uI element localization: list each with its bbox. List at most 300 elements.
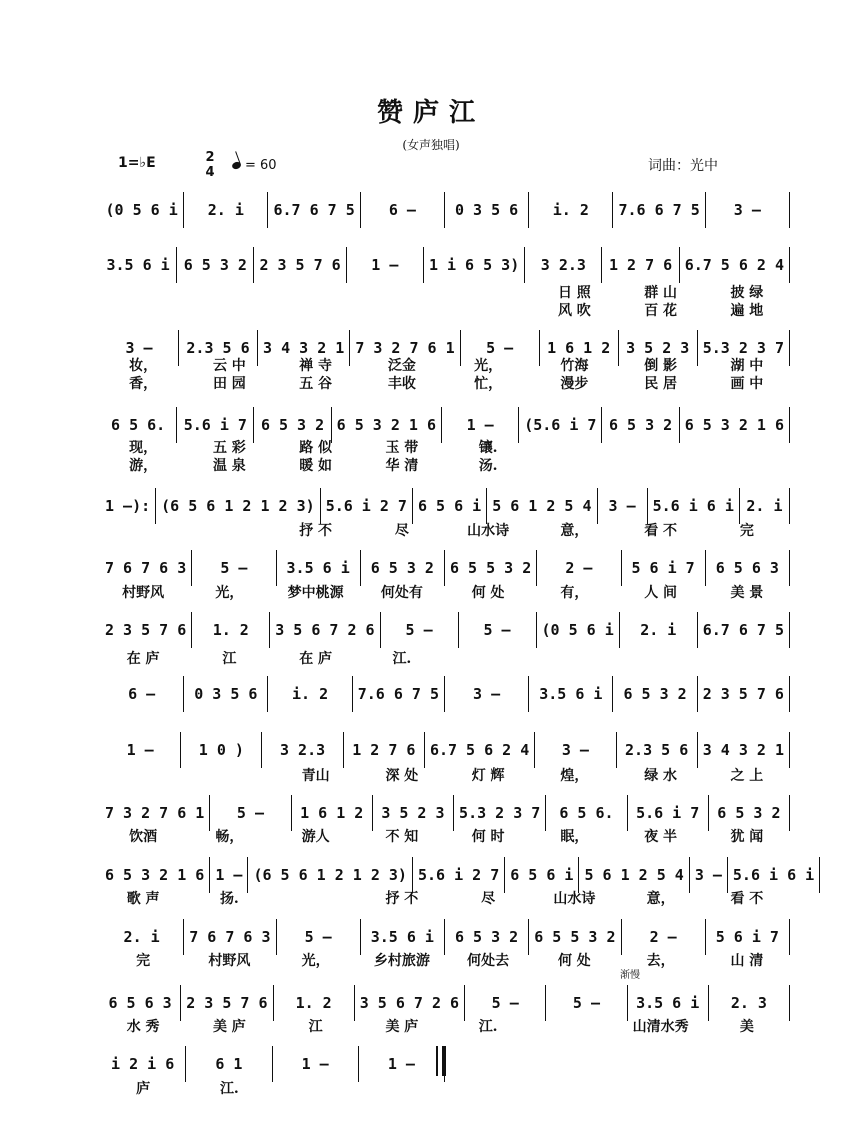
measure-notes: 3 5 2 3 — [381, 804, 445, 822]
measure — [347, 247, 424, 283]
measure-notes: 0 3 5 6 — [454, 201, 519, 219]
measure — [100, 612, 192, 648]
measure-notes: 6 1 — [215, 1055, 243, 1073]
measure-notes: 3 – — [608, 497, 636, 515]
lyric-segment: 意， — [560, 523, 589, 539]
lyric-segment: 山水诗 — [467, 523, 510, 539]
measure-notes: 5.6 i 6 i — [732, 866, 815, 884]
notes-row — [100, 192, 790, 228]
measure — [381, 612, 459, 648]
measure — [680, 247, 790, 283]
lyric-segment: 暖 如 — [299, 458, 333, 474]
measure-notes: 6 – — [128, 685, 156, 703]
measure-notes: 7 3 2 7 6 1 — [355, 339, 455, 357]
lyric-segment: 抒 不 — [299, 523, 333, 539]
measure-notes: 6 5 6. — [559, 804, 614, 822]
measure-notes: 5.6 i 2 7 — [417, 866, 500, 884]
measure-notes: 1 2 7 6 — [352, 741, 416, 759]
lyric-segment — [704, 648, 790, 666]
lyric-segment: 倒 影 — [644, 358, 678, 374]
measure-notes: 5.3 2 3 7 — [459, 804, 541, 822]
lyrics-line — [100, 300, 790, 318]
measure-notes: 3 – — [733, 201, 761, 219]
measure-notes: 6 5 3 2 — [623, 685, 687, 703]
measure-notes: (6 5 6 1 2 1 2 3) — [253, 866, 407, 884]
lyrics-line — [100, 455, 790, 473]
notes-row — [100, 676, 790, 712]
measure — [254, 247, 346, 283]
lyric-segment: 在 庐 — [299, 651, 333, 667]
measure — [100, 192, 184, 228]
measure — [100, 732, 181, 768]
measure — [487, 488, 597, 524]
lyric-segment: 风 吹 — [557, 303, 591, 319]
measure — [425, 732, 535, 768]
lyric-segment: 之 上 — [730, 768, 764, 784]
measure-notes: 6 5 6 3 — [108, 994, 172, 1012]
measure-notes: 2.3 5 6 — [625, 741, 689, 759]
lyric-segment: 深 处 — [385, 768, 419, 784]
measure — [529, 676, 613, 712]
measure-notes: 5 – — [405, 621, 433, 639]
lyric-segment: 山 清 — [730, 953, 764, 969]
lyric-segment: 温 泉 — [212, 458, 246, 474]
measure-notes: 7 3 2 7 6 1 — [105, 804, 205, 822]
lyric-segment: 画 中 — [730, 376, 764, 392]
measure — [262, 732, 343, 768]
measure — [100, 488, 156, 524]
lyric-segment: 完 — [739, 523, 754, 539]
lyrics-line — [100, 826, 790, 844]
measure-notes: 1 –): — [105, 497, 151, 515]
lyric-segment: 美 庐 — [212, 1019, 246, 1035]
measure — [344, 732, 425, 768]
lyric-segment: 犹 闻 — [730, 829, 764, 845]
lyric-segment: 忙， — [474, 376, 503, 392]
lyric-segment: 山水诗 — [553, 891, 596, 907]
measure-notes: 5.6 i 2 7 — [325, 497, 407, 515]
measure-notes: 5.6 i 7 — [636, 804, 700, 822]
measure-notes: (0 5 6 i — [105, 201, 178, 219]
lyric-segment: 漫步 — [560, 376, 589, 392]
lyric-segment: 美 — [739, 1019, 754, 1035]
measure — [270, 612, 380, 648]
lyric-segment — [445, 300, 531, 318]
lyric-segment: 美 庐 — [385, 1019, 419, 1035]
measure — [100, 1046, 186, 1082]
measure — [100, 247, 177, 283]
measure — [537, 612, 620, 648]
lyric-segment: 丰收 — [387, 376, 416, 392]
lyric-segment: 民 居 — [644, 376, 678, 392]
measure-notes: 3 4 3 2 1 — [702, 741, 785, 759]
lyric-segment — [100, 520, 186, 538]
lyric-segment: 现， — [129, 440, 158, 456]
measure — [268, 676, 352, 712]
measure — [648, 488, 740, 524]
lyrics-line — [100, 373, 790, 391]
lyric-segment — [186, 520, 272, 538]
measure-notes: 6 5 3 2 1 6 — [684, 416, 785, 434]
lyric-segment: 禅 寺 — [299, 358, 333, 374]
measure-notes: 6 5 3 2 — [717, 804, 781, 822]
measure-notes: 5.6 i 6 i — [652, 497, 734, 515]
lyric-segment: 村野风 — [208, 953, 251, 969]
measure-notes: 3 2.3 — [540, 256, 586, 274]
lyric-segment: 日 照 — [557, 285, 591, 301]
measure-notes: 1. 2 — [212, 621, 249, 639]
lyric-segment — [186, 765, 272, 783]
measure — [192, 612, 270, 648]
lyric-segment: 光， — [301, 953, 330, 969]
measure-notes: (6 5 6 1 2 1 2 3) — [161, 497, 315, 515]
lyric-segment — [100, 300, 186, 318]
measure — [445, 550, 537, 586]
measure-notes: 6.7 5 6 2 4 — [684, 256, 785, 274]
measure-notes: 3 – — [125, 339, 153, 357]
lyric-segment: 水 秀 — [126, 1019, 160, 1035]
lyric-segment: 竹海 — [560, 358, 589, 374]
measure — [698, 732, 790, 768]
measure-notes: 6 5 3 2 — [608, 416, 673, 434]
lyric-segment — [618, 455, 704, 473]
measure — [602, 247, 679, 283]
measure-notes: 3 5 2 3 — [626, 339, 690, 357]
measure-notes: 3 5 6 7 2 6 — [359, 994, 460, 1012]
measure — [177, 247, 254, 283]
measure-notes: 3 5 6 7 2 6 — [275, 621, 375, 639]
tempo-marking — [232, 158, 277, 173]
measure-notes: 2 – — [565, 559, 593, 577]
notes-row — [100, 247, 790, 283]
measure-notes: 2 3 5 7 6 — [259, 256, 341, 274]
notation-system — [100, 612, 790, 682]
measure — [321, 488, 413, 524]
notes-row — [100, 550, 790, 586]
measure-notes: 3.5 6 i — [106, 256, 170, 274]
measure — [537, 550, 621, 586]
lyric-segment — [100, 765, 186, 783]
measure — [424, 247, 525, 283]
measure — [186, 1046, 272, 1082]
measure-notes: 5 – — [304, 928, 332, 946]
lyric-segment: 五 谷 — [299, 376, 333, 392]
lyric-segment: 光， — [474, 358, 503, 374]
measure-notes: i. 2 — [292, 685, 329, 703]
lyrics-line — [100, 520, 790, 538]
measure-notes: 6 5 3 2 1 6 — [105, 866, 205, 884]
lyric-segment: 意， — [646, 891, 675, 907]
lyric-segment: 绿 水 — [644, 768, 678, 784]
lyric-segment: 光， — [215, 585, 244, 601]
lyric-segment — [273, 888, 359, 906]
lyric-segment: 路 似 — [299, 440, 333, 456]
measure — [184, 676, 268, 712]
lyric-segment — [359, 282, 445, 300]
measure-notes: 6 5 3 2 — [454, 928, 519, 946]
measure-notes: 1 – — [301, 1055, 329, 1073]
lyrics-line — [100, 765, 790, 783]
lyric-segment: 遍 地 — [730, 303, 764, 319]
measure-notes: 3.5 6 i — [539, 685, 603, 703]
lyric-segment: 山清水秀 — [632, 1019, 689, 1035]
lyric-segment: 看 不 — [730, 891, 764, 907]
measure — [617, 732, 698, 768]
measure-notes: 1 – — [215, 866, 243, 884]
measure-notes: 5 – — [483, 621, 511, 639]
measure — [359, 1046, 445, 1082]
notes-row — [100, 732, 790, 768]
measure — [535, 732, 616, 768]
measure — [100, 550, 192, 586]
lyric-segment — [618, 648, 704, 666]
measure-notes: 6.7 5 6 2 4 — [429, 741, 530, 759]
lyric-segment: 江. — [478, 1019, 498, 1035]
measure-notes: 1 – — [466, 416, 494, 434]
measure-notes: 2. i — [123, 928, 160, 946]
lyric-segment — [704, 437, 790, 455]
tempo-annotation: 渐慢 — [620, 970, 640, 981]
measure-notes: 5 – — [236, 804, 264, 822]
measure-notes: 5 – — [491, 994, 519, 1012]
measure-notes: 3 – — [561, 741, 589, 759]
notes-row — [100, 488, 790, 524]
measure-notes: 3 4 3 2 1 — [263, 339, 345, 357]
measure — [413, 488, 487, 524]
notes-row — [100, 1046, 445, 1082]
lyric-segment: 泛金 — [387, 358, 416, 374]
lyric-segment: 尽 — [481, 891, 496, 907]
lyric-segment: 美 景 — [730, 585, 764, 601]
lyric-segment — [273, 282, 359, 300]
lyric-segment: 华 清 — [385, 458, 419, 474]
time-sig-bottom: 4 — [205, 165, 215, 180]
measure-notes: i 2 i 6 — [111, 1055, 175, 1073]
lyrics-line — [100, 888, 790, 906]
measure — [268, 192, 360, 228]
measure — [100, 676, 184, 712]
lyric-segment: 歌 声 — [126, 891, 160, 907]
lyric-segment: 看 不 — [644, 523, 678, 539]
lyric-segment: 灯 辉 — [471, 768, 505, 784]
measure-notes: 6 5 5 3 2 — [534, 928, 616, 946]
lyric-segment — [186, 300, 272, 318]
measure-notes: 1 0 ) — [198, 741, 244, 759]
lyric-segment — [531, 648, 617, 666]
measure-notes: 7.6 6 7 5 — [618, 201, 700, 219]
lyric-segment: 江 — [222, 651, 237, 667]
measure-notes: 1 6 1 2 — [300, 804, 364, 822]
lyric-segment — [531, 1016, 617, 1034]
measure-notes: 6.7 6 7 5 — [273, 201, 355, 219]
lyrics-line — [100, 282, 790, 300]
lyric-segment: 青山 — [301, 768, 330, 784]
time-sig-top: 2 — [205, 150, 215, 165]
measure-notes: 6.7 6 7 5 — [702, 621, 785, 639]
measure-notes: 3 – — [694, 866, 722, 884]
lyric-segment: 庐 — [136, 1081, 151, 1097]
key-signature: 1=♭E — [118, 155, 156, 171]
lyric-segment: 去， — [646, 953, 675, 969]
measure-notes: 7.6 6 7 5 — [357, 685, 439, 703]
credit: 词曲：光中 — [648, 158, 718, 174]
measure-notes: (0 5 6 i — [541, 621, 614, 639]
measure — [156, 488, 321, 524]
measure — [459, 612, 537, 648]
lyric-segment: 湖 中 — [730, 358, 764, 374]
measure-notes: 2 3 5 7 6 — [702, 685, 784, 703]
lyric-segment — [359, 300, 445, 318]
lyric-segment: 梦中桃源 — [287, 585, 344, 601]
measure-notes: 2 – — [649, 928, 677, 946]
lyric-segment: 抒 不 — [385, 891, 419, 907]
measure-notes: (5.6 i 7 — [524, 416, 597, 434]
measure-notes: 0 3 5 6 — [194, 685, 258, 703]
tempo-value: = 60 — [245, 158, 277, 173]
measure — [706, 192, 790, 228]
lyric-segment: 香， — [129, 376, 158, 392]
measure — [445, 676, 529, 712]
measure-notes: 6 – — [388, 201, 416, 219]
measure-notes: 6 5 5 3 2 — [449, 559, 532, 577]
lyric-segment: 江. — [219, 1081, 239, 1097]
lyric-segment: 田 园 — [212, 376, 246, 392]
measure-notes: 2. 3 — [730, 994, 767, 1012]
lyric-segment: 百 花 — [644, 303, 678, 319]
lyric-segment: 游， — [129, 458, 158, 474]
lyric-segment: 江 — [308, 1019, 323, 1035]
measure — [353, 676, 445, 712]
lyric-segment — [618, 437, 704, 455]
lyric-segment: 汤. — [478, 458, 498, 474]
lyric-segment: 不 知 — [385, 829, 419, 845]
lyric-segment — [100, 282, 186, 300]
measure-notes: 7 6 7 6 3 — [105, 559, 187, 577]
lyric-segment: 畅， — [215, 829, 244, 845]
measure-notes: 6 5 3 2 1 6 — [336, 416, 436, 434]
quarter-note-icon — [231, 161, 242, 171]
lyric-segment: 煌， — [560, 768, 589, 784]
measure-notes: 6 5 6. — [111, 416, 166, 434]
measure-notes: 6 5 3 2 — [260, 416, 325, 434]
measure — [706, 550, 790, 586]
lyrics-line — [100, 950, 790, 968]
lyric-segment: 完 — [136, 953, 151, 969]
measure-notes: 5 – — [572, 994, 600, 1012]
measure-notes: 1 – — [371, 256, 399, 274]
measure-notes: 1 i 6 5 3) — [428, 256, 520, 274]
lyric-segment: 饮酒 — [129, 829, 158, 845]
lyric-segment: 游人 — [301, 829, 330, 845]
measure-notes: 6 5 6 i — [417, 497, 482, 515]
measure-notes: 2.3 5 6 — [186, 339, 250, 357]
lyric-segment — [359, 1078, 445, 1096]
lyric-segment: 江. — [392, 651, 412, 667]
lyrics-line — [100, 648, 790, 666]
song-subtitle: (女声独唱) — [402, 138, 460, 152]
lyric-segment: 妆， — [129, 358, 158, 374]
measure-notes: 2 3 5 7 6 — [186, 994, 268, 1012]
lyric-segment — [531, 455, 617, 473]
time-signature — [200, 150, 220, 180]
measure-notes: 7 6 7 6 3 — [189, 928, 271, 946]
lyric-segment: 有， — [560, 585, 589, 601]
lyric-segment: 尽 — [394, 523, 409, 539]
lyric-segment — [531, 437, 617, 455]
measure — [273, 1046, 359, 1082]
measure — [620, 612, 698, 648]
lyric-segment: 何处有 — [380, 585, 423, 601]
measure-notes: 2. i — [207, 201, 244, 219]
measure-notes: 3.5 6 i — [286, 559, 350, 577]
measure — [598, 488, 648, 524]
lyric-segment: 何处去 — [467, 953, 510, 969]
measure-notes: 2 3 5 7 6 — [105, 621, 187, 639]
lyric-segment: 村野风 — [122, 585, 165, 601]
measure — [361, 192, 445, 228]
measure — [181, 732, 262, 768]
measure-notes: 2. i — [746, 497, 783, 515]
measure-notes: i. 2 — [552, 201, 589, 219]
measure-notes: 5 – — [220, 559, 248, 577]
lyrics-line — [100, 582, 790, 600]
measure-notes: 1. 2 — [295, 994, 332, 1012]
notes-row — [100, 612, 790, 648]
lyric-segment: 群 山 — [644, 285, 678, 301]
lyric-segment — [273, 1078, 359, 1096]
measure-notes: 2. i — [640, 621, 677, 639]
measure — [698, 676, 790, 712]
measure — [361, 550, 445, 586]
lyrics-line — [100, 1016, 790, 1034]
measure-notes: 5 – — [486, 339, 514, 357]
lyric-segment: 夜 半 — [644, 829, 678, 845]
measure — [277, 550, 361, 586]
measure-notes: 6 5 6 i — [510, 866, 574, 884]
lyric-segment: 玉 带 — [385, 440, 419, 456]
lyric-segment: 何 处 — [471, 585, 505, 601]
measure-notes: 5.6 i 7 — [183, 416, 247, 434]
measure — [445, 192, 529, 228]
lyric-segment: 何 时 — [471, 829, 505, 845]
lyric-segment: 何 处 — [557, 953, 591, 969]
lyric-segment: 镶. — [478, 440, 498, 456]
measure-notes: 6 5 6 3 — [715, 559, 779, 577]
measure — [613, 676, 697, 712]
song-title: 赞庐江 — [376, 98, 485, 128]
measure — [529, 192, 613, 228]
measure-notes: 1 6 1 2 — [547, 339, 611, 357]
lyric-segment: 眠， — [560, 829, 589, 845]
lyric-segment — [445, 648, 531, 666]
measure-notes: 5 6 1 2 5 4 — [492, 497, 592, 515]
measure-notes: 6 5 3 2 — [370, 559, 434, 577]
lyric-segment — [445, 282, 531, 300]
measure-notes: 1 – — [387, 1055, 415, 1073]
lyric-segment — [186, 282, 272, 300]
measure-notes: 1 2 7 6 — [608, 256, 673, 274]
lyric-segment: 乡村旅游 — [373, 953, 430, 969]
measure-notes: 5 6 i 7 — [631, 559, 695, 577]
measure-notes: 3.5 6 i — [636, 994, 700, 1012]
measure-notes: 6 5 3 2 — [183, 256, 247, 274]
measure-notes: 5 6 1 2 5 4 — [584, 866, 684, 884]
measure-notes: 3 – — [473, 685, 501, 703]
measure — [613, 192, 705, 228]
measure — [192, 550, 276, 586]
lyrics-line — [100, 437, 790, 455]
measure — [525, 247, 602, 283]
